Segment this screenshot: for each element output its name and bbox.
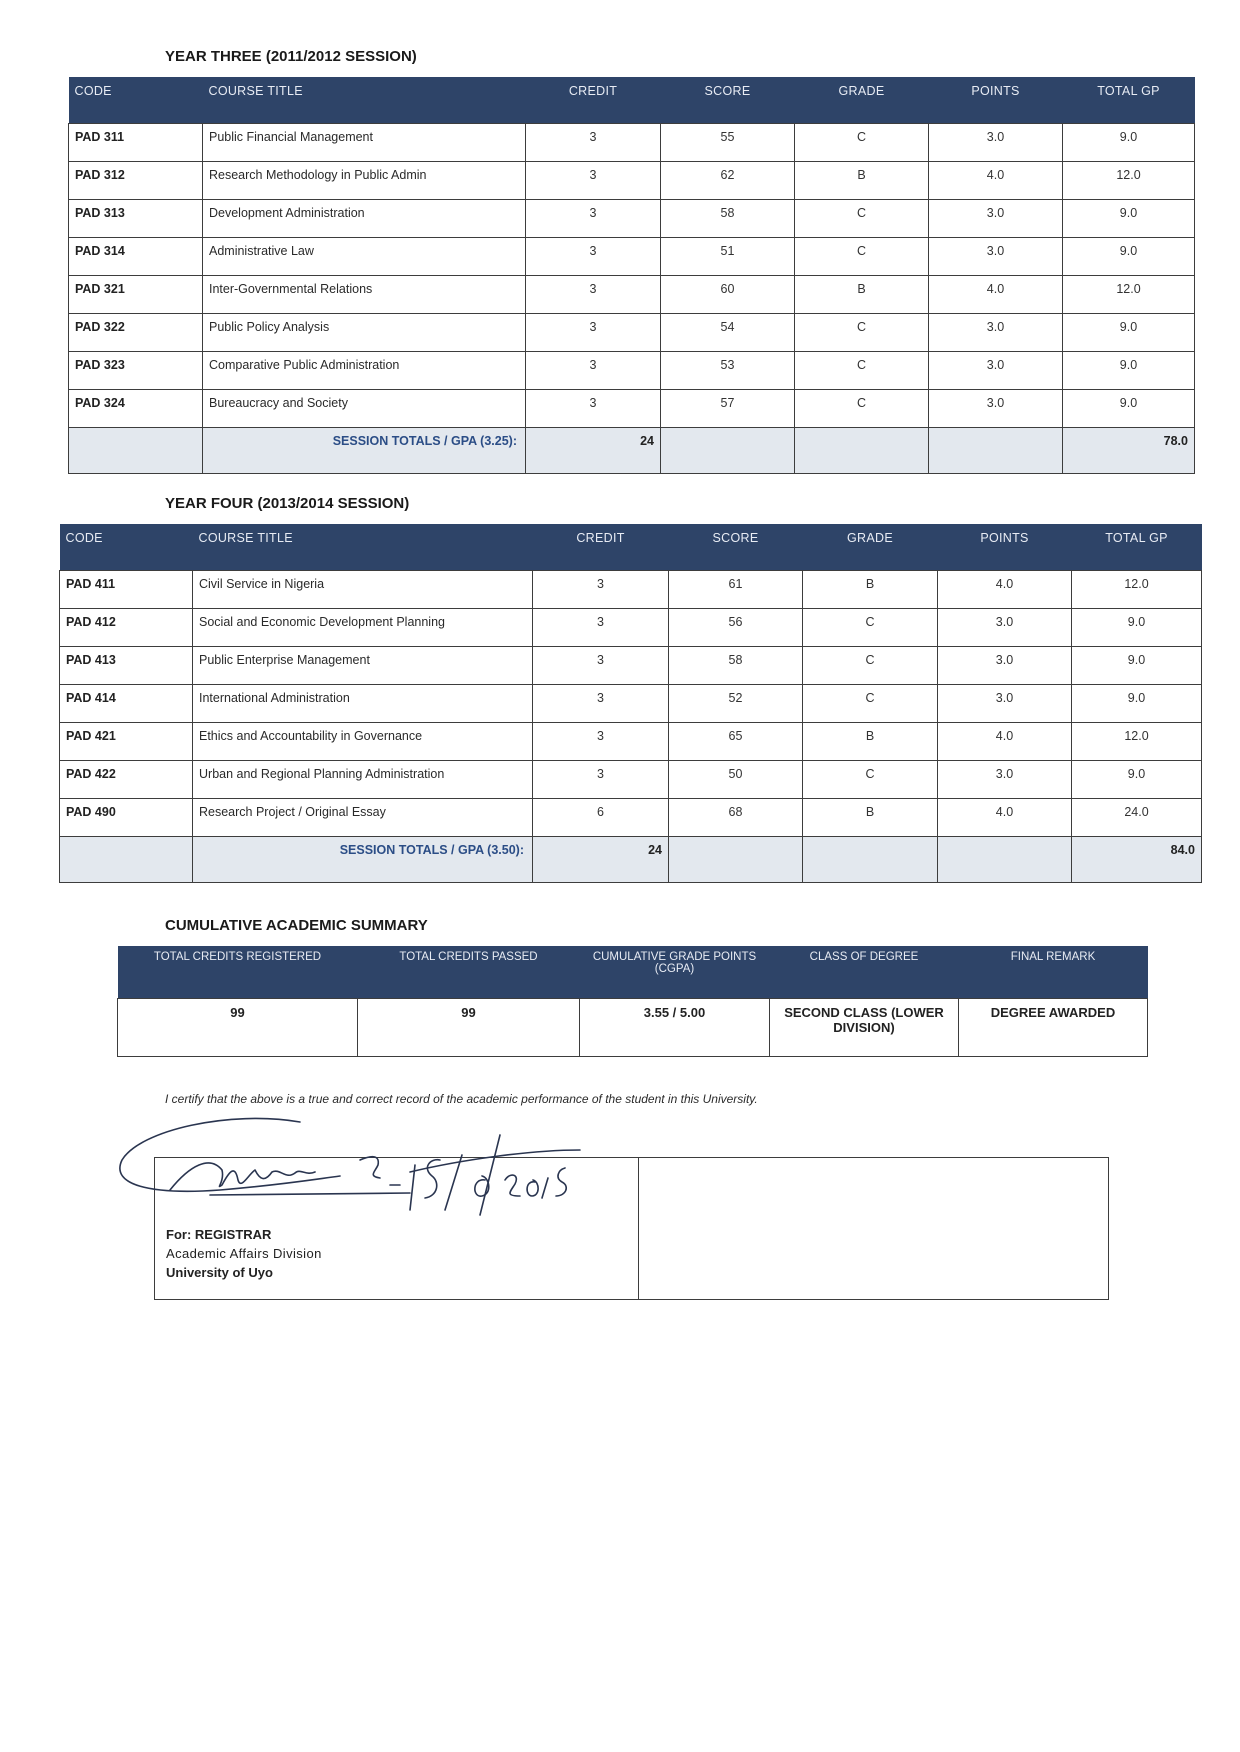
col-code-header: CODE	[69, 77, 203, 124]
course-credit: 3	[526, 124, 661, 162]
col-totalgp-header: TOTAL GP	[1072, 524, 1202, 571]
course-code: PAD 313	[69, 200, 203, 238]
course-total-gp: 9.0	[1072, 685, 1202, 723]
course-points: 3.0	[938, 647, 1072, 685]
session-totals-label: SESSION TOTALS / GPA (3.25):	[203, 428, 526, 474]
year4-body	[60, 571, 1202, 837]
year4-title: YEAR FOUR (2013/2014 SESSION)	[165, 495, 410, 512]
course-total-gp: 24.0	[1072, 799, 1202, 837]
course-total-gp: 9.0	[1063, 238, 1195, 276]
table-row	[69, 162, 1195, 200]
certification-statement: I certify that the above is a true and correct record of the academic performance of the student in this University.	[165, 1092, 758, 1106]
course-points: 3.0	[929, 238, 1063, 276]
course-points: 4.0	[938, 799, 1072, 837]
session-totals-credit: 24	[533, 837, 669, 883]
col-points-header: POINTS	[938, 524, 1072, 571]
course-grade: C	[795, 238, 929, 276]
for-registrar-label: For: REGISTRAR	[166, 1227, 272, 1242]
course-grade: C	[795, 314, 929, 352]
course-score: 57	[661, 390, 795, 428]
course-code: PAD 321	[69, 276, 203, 314]
year4-header-row	[60, 524, 1202, 571]
course-total-gp: 9.0	[1072, 761, 1202, 799]
col-code-header: CODE	[60, 524, 193, 571]
course-score: 62	[661, 162, 795, 200]
course-score: 60	[661, 276, 795, 314]
course-grade: C	[803, 685, 938, 723]
division-label: Academic Affairs Division	[166, 1246, 322, 1261]
course-total-gp: 9.0	[1072, 647, 1202, 685]
course-points: 3.0	[929, 352, 1063, 390]
course-credit: 3	[533, 761, 669, 799]
total-credits-registered-header: TOTAL CREDITS REGISTERED	[118, 946, 358, 998]
handwritten-signature	[110, 1110, 590, 1260]
table-row	[69, 238, 1195, 276]
table-row	[60, 723, 1202, 761]
course-points: 4.0	[938, 723, 1072, 761]
table-row	[69, 124, 1195, 162]
course-title: Social and Economic Development Planning	[193, 609, 533, 647]
course-points: 3.0	[929, 390, 1063, 428]
year3-body	[69, 124, 1195, 428]
course-code: PAD 411	[60, 571, 193, 609]
session-totals-credit: 24	[526, 428, 661, 474]
course-total-gp: 9.0	[1063, 200, 1195, 238]
course-grade: C	[795, 124, 929, 162]
course-points: 3.0	[938, 609, 1072, 647]
course-code: PAD 490	[60, 799, 193, 837]
course-grade: C	[803, 761, 938, 799]
course-points: 3.0	[929, 124, 1063, 162]
course-score: 50	[669, 761, 803, 799]
course-grade: B	[795, 276, 929, 314]
course-grade: C	[795, 352, 929, 390]
course-title: Inter-Governmental Relations	[203, 276, 526, 314]
course-points: 3.0	[938, 685, 1072, 723]
course-credit: 3	[533, 571, 669, 609]
course-title: Civil Service in Nigeria	[193, 571, 533, 609]
final-remark: DEGREE AWARDED	[959, 998, 1148, 1056]
year4-totals-row	[60, 837, 1202, 883]
course-grade: B	[803, 723, 938, 761]
cgpa-header: CUMULATIVE GRADE POINTS (CGPA)	[580, 946, 770, 998]
table-row	[60, 799, 1202, 837]
course-title: Development Administration	[203, 200, 526, 238]
col-title-header: COURSE TITLE	[193, 524, 533, 571]
course-credit: 3	[533, 647, 669, 685]
course-credit: 3	[533, 685, 669, 723]
col-credit-header: CREDIT	[526, 77, 661, 124]
table-row	[69, 390, 1195, 428]
course-points: 4.0	[938, 571, 1072, 609]
table-row	[60, 685, 1202, 723]
course-title: Public Enterprise Management	[193, 647, 533, 685]
course-grade: B	[803, 571, 938, 609]
course-title: Administrative Law	[203, 238, 526, 276]
course-code: PAD 414	[60, 685, 193, 723]
course-points: 3.0	[929, 200, 1063, 238]
year3-header-row	[69, 77, 1195, 124]
col-score-header: SCORE	[669, 524, 803, 571]
course-credit: 6	[533, 799, 669, 837]
total-credits-registered: 99	[118, 998, 358, 1056]
course-total-gp: 9.0	[1063, 352, 1195, 390]
col-totalgp-header: TOTAL GP	[1063, 77, 1195, 124]
course-title: Research Methodology in Public Admin	[203, 162, 526, 200]
year4-table	[59, 524, 1202, 883]
table-row	[69, 200, 1195, 238]
course-grade: C	[795, 200, 929, 238]
course-grade: C	[803, 647, 938, 685]
summary-header-row	[118, 946, 1148, 998]
course-score: 68	[669, 799, 803, 837]
course-points: 3.0	[938, 761, 1072, 799]
table-row	[69, 314, 1195, 352]
course-credit: 3	[526, 200, 661, 238]
total-credits-passed: 99	[358, 998, 580, 1056]
course-title: Bureaucracy and Society	[203, 390, 526, 428]
table-row	[60, 609, 1202, 647]
course-title: International Administration	[193, 685, 533, 723]
course-points: 3.0	[929, 314, 1063, 352]
course-grade: C	[795, 390, 929, 428]
course-score: 52	[669, 685, 803, 723]
col-credit-header: CREDIT	[533, 524, 669, 571]
course-credit: 3	[526, 276, 661, 314]
course-grade: B	[803, 799, 938, 837]
course-total-gp: 9.0	[1063, 390, 1195, 428]
col-grade-header: GRADE	[795, 77, 929, 124]
summary-values-row	[118, 998, 1148, 1056]
course-title: Public Financial Management	[203, 124, 526, 162]
course-total-gp: 9.0	[1063, 124, 1195, 162]
course-score: 65	[669, 723, 803, 761]
course-code: PAD 421	[60, 723, 193, 761]
final-remark-header: FINAL REMARK	[959, 946, 1148, 998]
course-credit: 3	[526, 238, 661, 276]
course-score: 58	[669, 647, 803, 685]
class-of-degree: SECOND CLASS (LOWER DIVISION)	[770, 998, 959, 1056]
course-code: PAD 314	[69, 238, 203, 276]
course-credit: 3	[526, 352, 661, 390]
session-totals-label: SESSION TOTALS / GPA (3.50):	[193, 837, 533, 883]
course-code: PAD 311	[69, 124, 203, 162]
session-totals-gp: 84.0	[1072, 837, 1202, 883]
course-grade: C	[803, 609, 938, 647]
course-score: 53	[661, 352, 795, 390]
course-score: 54	[661, 314, 795, 352]
table-row	[60, 761, 1202, 799]
course-total-gp: 9.0	[1063, 314, 1195, 352]
course-credit: 3	[526, 314, 661, 352]
table-row	[60, 647, 1202, 685]
col-points-header: POINTS	[929, 77, 1063, 124]
course-score: 61	[669, 571, 803, 609]
course-points: 4.0	[929, 162, 1063, 200]
col-score-header: SCORE	[661, 77, 795, 124]
course-title: Ethics and Accountability in Governance	[193, 723, 533, 761]
course-code: PAD 312	[69, 162, 203, 200]
course-total-gp: 12.0	[1063, 276, 1195, 314]
course-total-gp: 12.0	[1072, 723, 1202, 761]
course-code: PAD 322	[69, 314, 203, 352]
course-title: Research Project / Original Essay	[193, 799, 533, 837]
course-grade: B	[795, 162, 929, 200]
course-credit: 3	[526, 390, 661, 428]
course-total-gp: 12.0	[1072, 571, 1202, 609]
course-credit: 3	[526, 162, 661, 200]
course-code: PAD 323	[69, 352, 203, 390]
course-score: 51	[661, 238, 795, 276]
summary-title: CUMULATIVE ACADEMIC SUMMARY	[165, 917, 428, 934]
year3-table	[68, 77, 1195, 474]
col-title-header: COURSE TITLE	[203, 77, 526, 124]
course-score: 55	[661, 124, 795, 162]
year3-title: YEAR THREE (2011/2012 SESSION)	[165, 48, 417, 65]
course-title: Urban and Regional Planning Administration	[193, 761, 533, 799]
course-code: PAD 413	[60, 647, 193, 685]
session-totals-gp: 78.0	[1063, 428, 1195, 474]
course-code: PAD 422	[60, 761, 193, 799]
summary-table	[117, 946, 1148, 1057]
course-code: PAD 412	[60, 609, 193, 647]
col-grade-header: GRADE	[803, 524, 938, 571]
course-credit: 3	[533, 609, 669, 647]
table-row	[60, 571, 1202, 609]
course-title: Public Policy Analysis	[203, 314, 526, 352]
course-code: PAD 324	[69, 390, 203, 428]
class-of-degree-header: CLASS OF DEGREE	[770, 946, 959, 998]
course-credit: 3	[533, 723, 669, 761]
course-total-gp: 9.0	[1072, 609, 1202, 647]
university-label: University of Uyo	[166, 1265, 273, 1280]
course-score: 56	[669, 609, 803, 647]
table-row	[69, 276, 1195, 314]
course-points: 4.0	[929, 276, 1063, 314]
cgpa-value: 3.55 / 5.00	[580, 998, 770, 1056]
signature-box-divider	[638, 1158, 639, 1299]
course-title: Comparative Public Administration	[203, 352, 526, 390]
course-score: 58	[661, 200, 795, 238]
course-total-gp: 12.0	[1063, 162, 1195, 200]
total-credits-passed-header: TOTAL CREDITS PASSED	[358, 946, 580, 998]
year3-totals-row	[69, 428, 1195, 474]
table-row	[69, 352, 1195, 390]
